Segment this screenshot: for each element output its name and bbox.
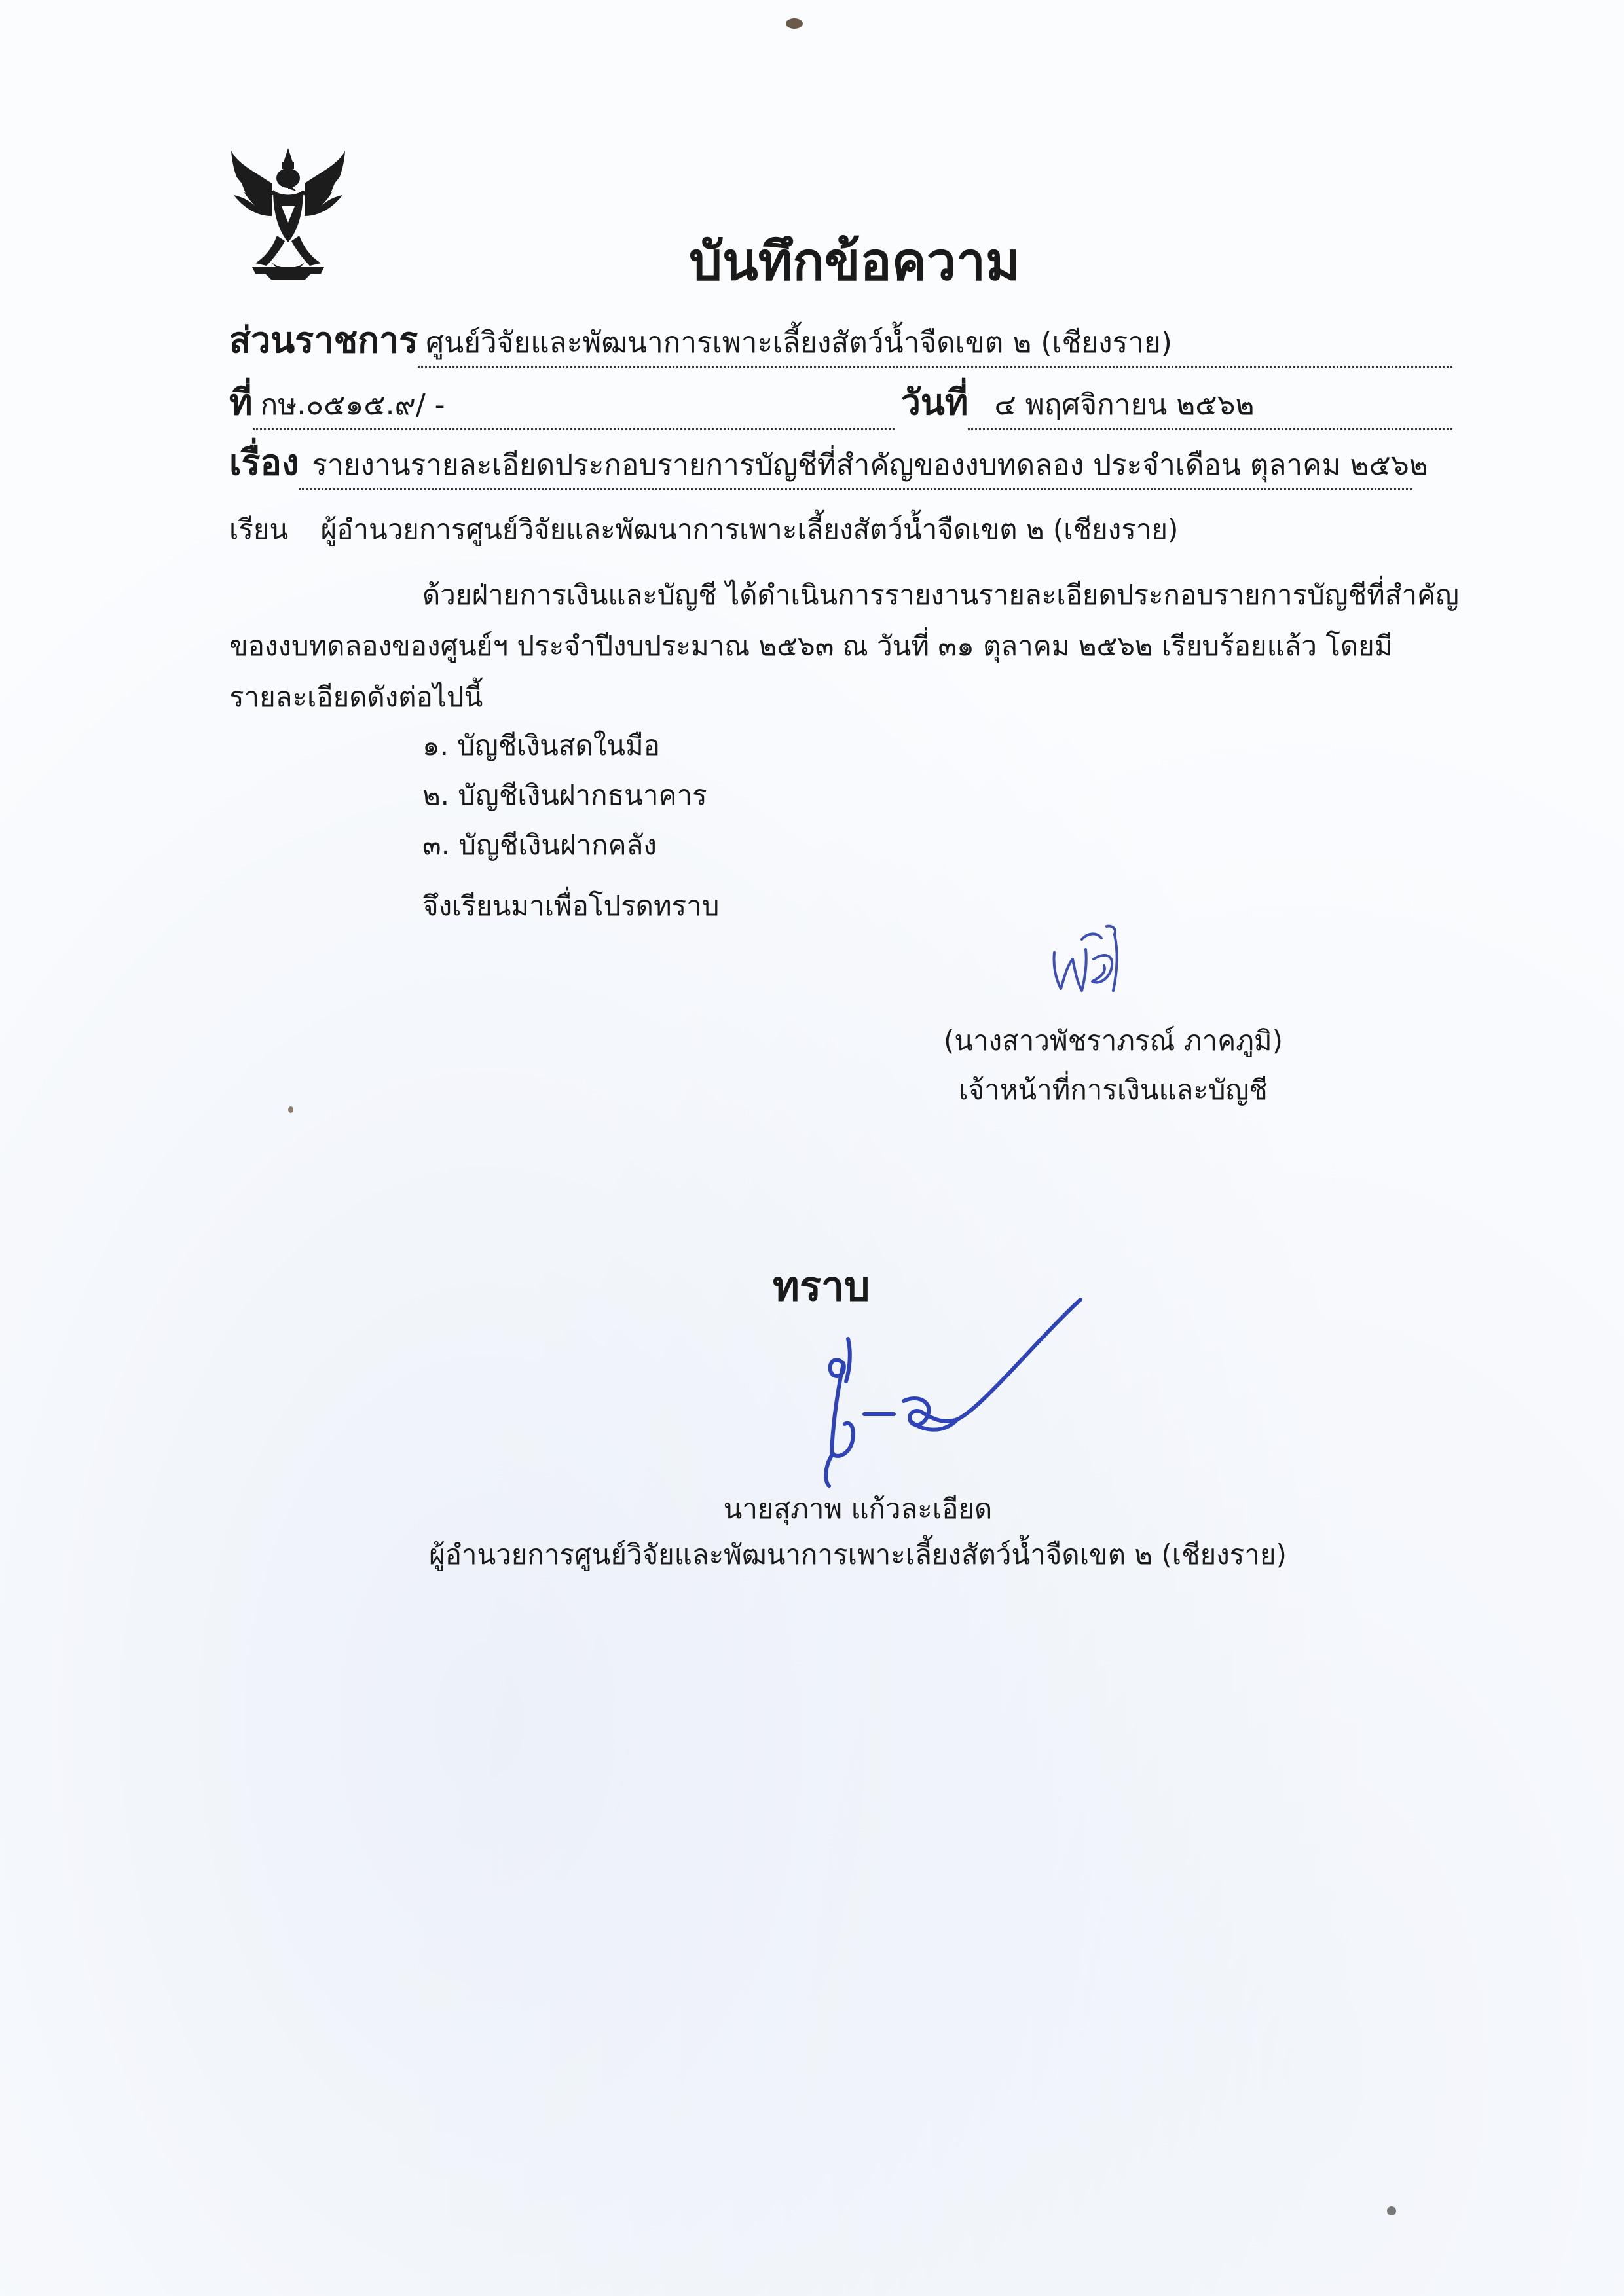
ref-date-row: [229, 380, 1452, 430]
officer-position: เจ้าหน้าที่การเงินและบัญชี: [959, 1074, 1268, 1106]
scan-speck: [786, 18, 803, 29]
officer-name: (นางสาวพัชราภรณ์ ภาคภูมิ): [943, 1025, 1283, 1057]
paragraph-line-3: รายละเอียดดังต่อไปนี้: [229, 681, 483, 713]
paragraph-line-2: ของงบทดลองของศูนย์ฯ ประจำปีงบประมาณ ๒๕๖๓ ณ วันที่ ๓๑ ตุลาคม ๒๕๖๒ เรียบร้อยแล้ว โดยมี: [229, 630, 1393, 662]
list-item: ๓. บัญชีเงินฝากคลัง: [422, 829, 657, 861]
salutation-label: เรียน: [229, 513, 289, 545]
list-item: ๑. บัญชีเงินสดในมือ: [422, 729, 660, 761]
salutation-value: ผู้อำนวยการศูนย์วิจัยและพัฒนาการเพาะเลี้ยงสัตว์น้ำจืดเขต ๒ (เชียงราย): [320, 513, 1179, 545]
scan-speck: [1387, 2206, 1396, 2215]
acknowledge-label: ทราบ: [773, 1262, 870, 1310]
closing-line: จึงเรียนมาเพื่อโปรดทราบ: [422, 890, 720, 922]
scan-speck: [288, 1106, 293, 1113]
agency-label: ส่วนราชการ: [229, 319, 418, 361]
ref-value: กษ.๐๕๑๕.๙/ -: [253, 382, 895, 430]
director-name: นายสุภาพ แก้วละเอียด: [723, 1493, 993, 1525]
agency-row: [229, 318, 1452, 368]
director-signature-icon: [786, 1290, 1100, 1493]
ref-label: ที่: [229, 382, 253, 423]
director-position: ผู้อำนวยการศูนย์วิจัยและพัฒนาการเพาะเลี้ยงสัตว์น้ำจืดเขต ๒ (เชียงราย): [429, 1539, 1287, 1571]
officer-signature-icon: [1041, 913, 1139, 1005]
date-value: ๔ พฤศจิกายน ๒๕๖๒: [968, 382, 1452, 430]
date-label: วันที่: [900, 382, 969, 423]
memo-title: บันทึกข้อความ: [689, 231, 1020, 292]
subject-row: [229, 440, 1428, 490]
subject-value: รายงานรายละเอียดประกอบรายการบัญชีที่สำคัญของงบทดลอง ประจำเดือน ตุลาคม ๒๕๖๒: [299, 443, 1412, 490]
paragraph-line-1: ด้วยฝ่ายการเงินและบัญชี ได้ดำเนินการรายงานรายละเอียดประกอบรายการบัญชีที่สำคัญ: [422, 579, 1459, 611]
subject-label: เรื่อง: [229, 442, 299, 483]
salutation: [229, 504, 1178, 555]
agency-value: ศูนย์วิจัยและพัฒนาการเพาะเลี้ยงสัตว์น้ำจืดเขต ๒ (เชียงราย): [418, 320, 1452, 368]
list-item: ๒. บัญชีเงินฝากธนาคาร: [422, 779, 707, 811]
